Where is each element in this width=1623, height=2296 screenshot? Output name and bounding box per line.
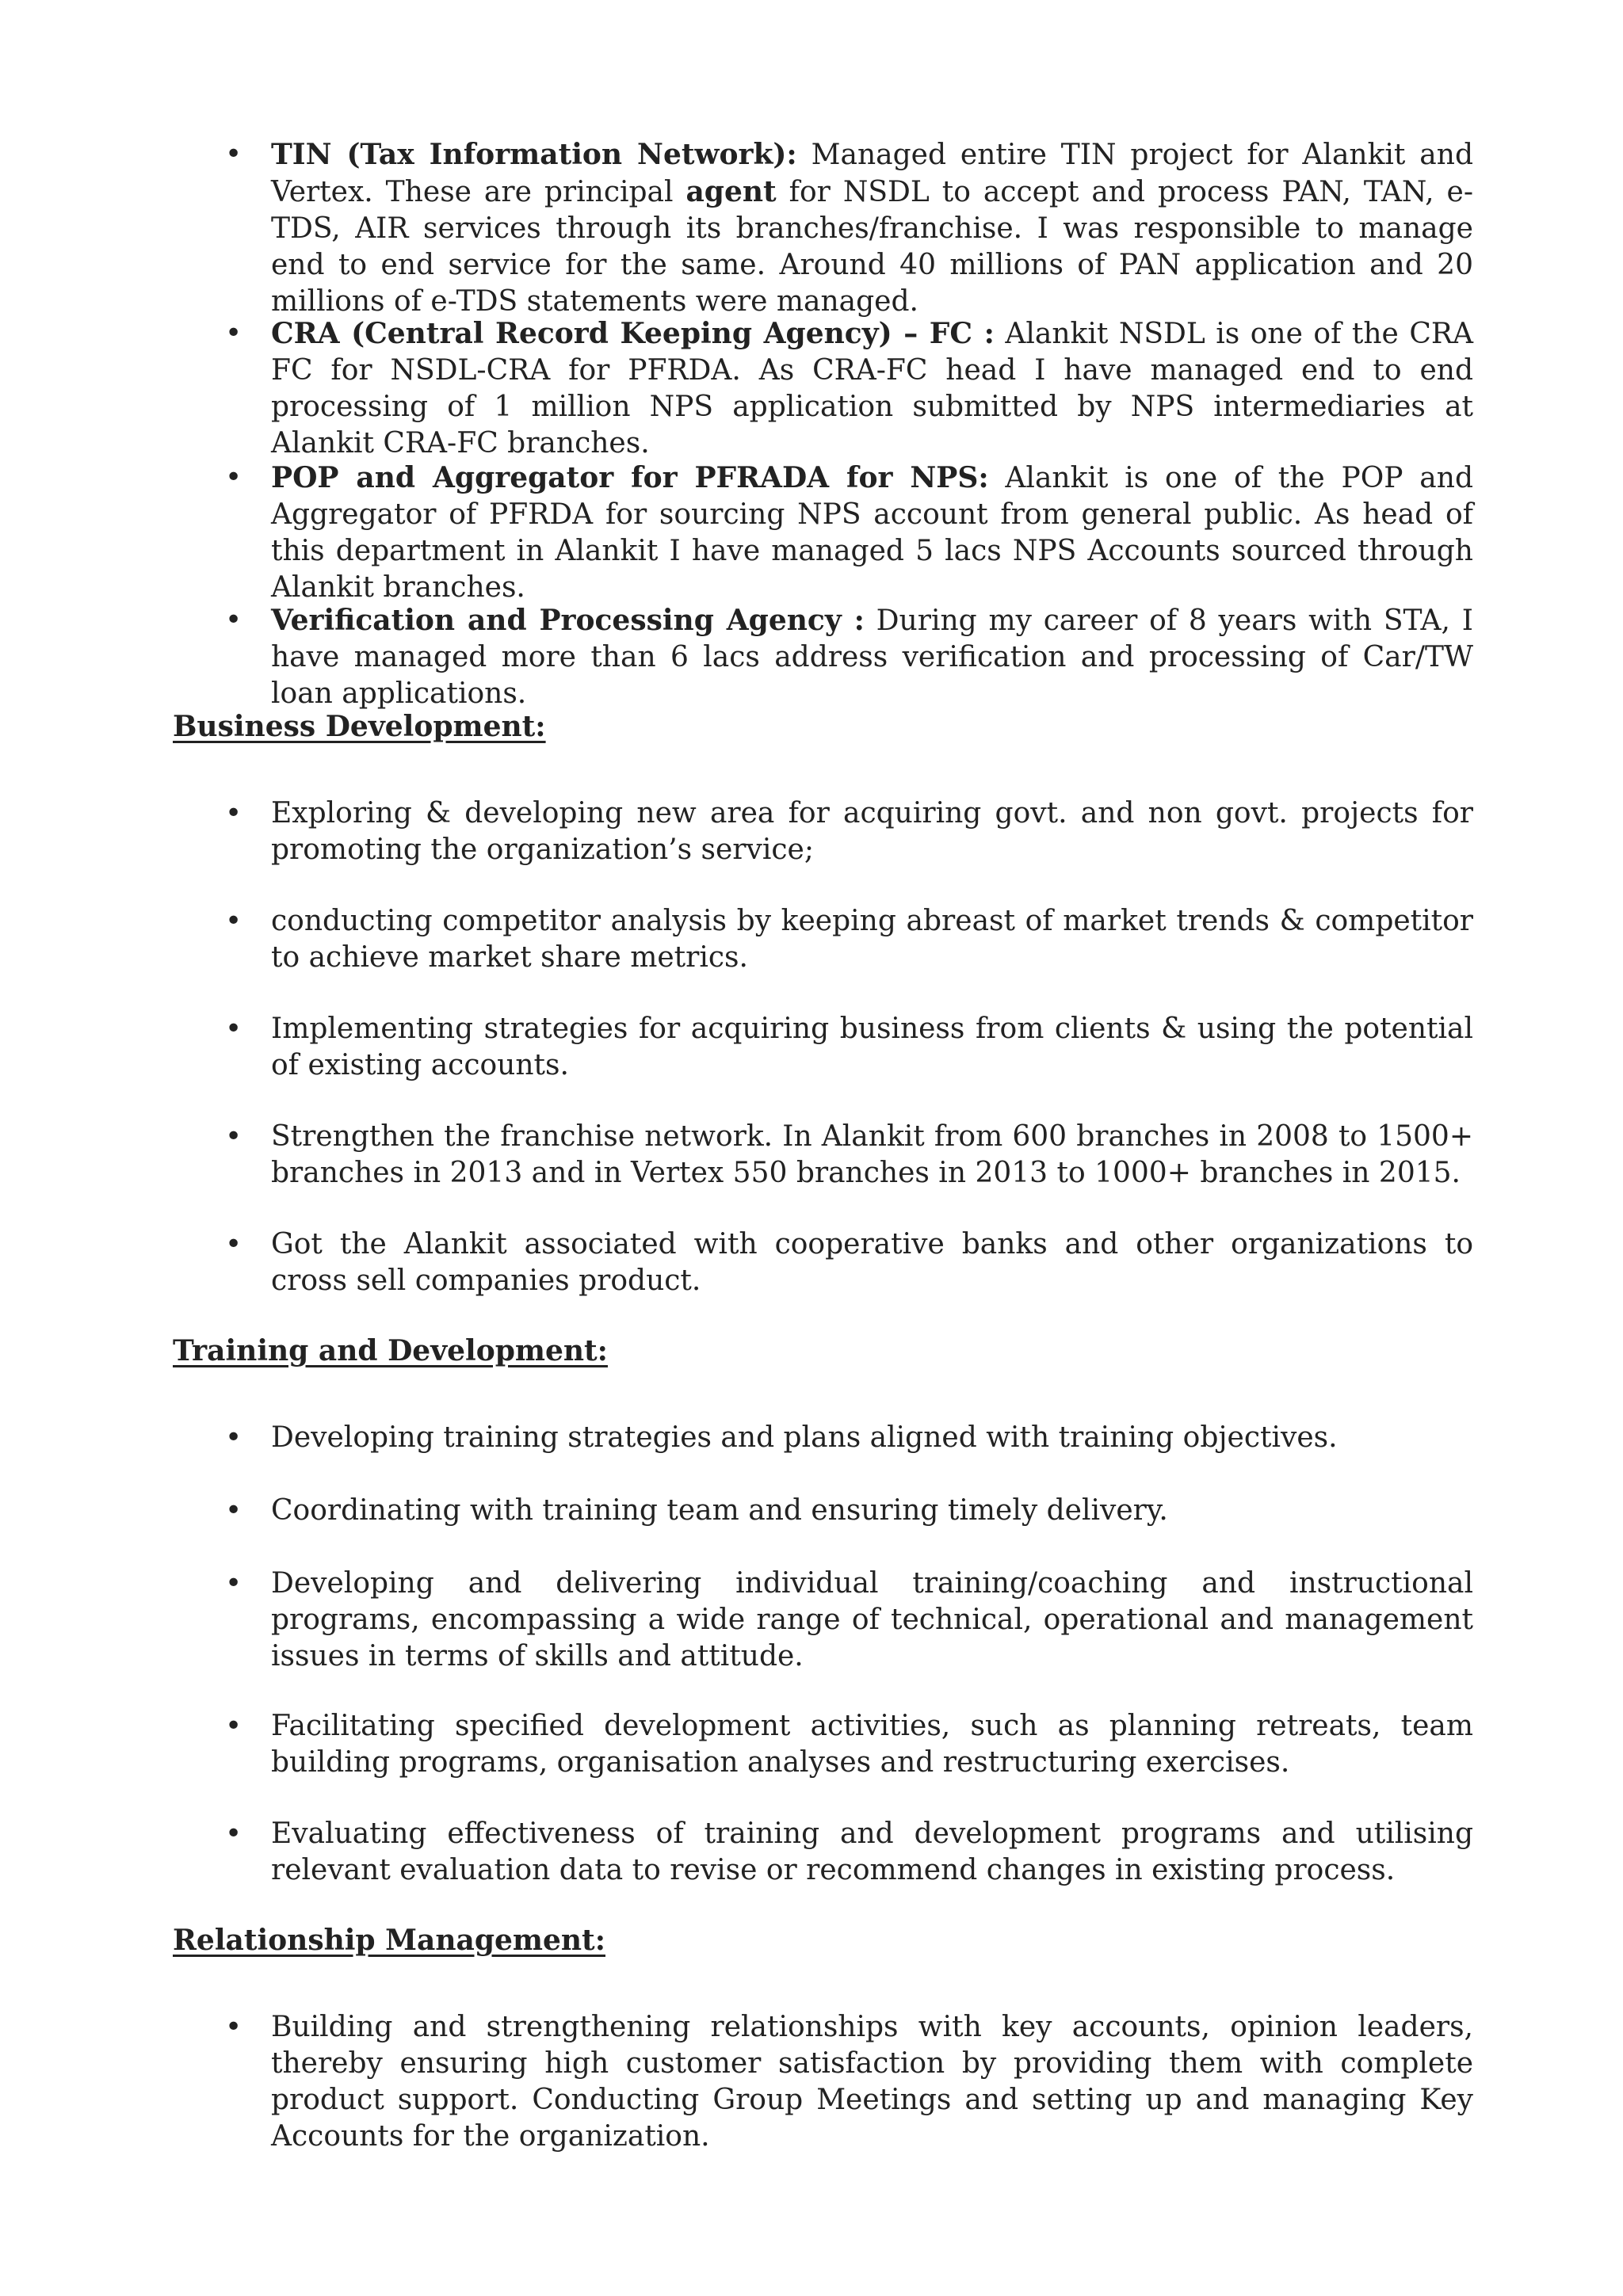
- bd-item: [0, 1011, 1623, 1084]
- bd-item: [0, 903, 1623, 976]
- heading-relationship-management: Relationship Management:: [173, 1924, 605, 1957]
- td-item: [0, 1420, 1623, 1456]
- bd-item: [0, 1119, 1623, 1192]
- bullet-text: Developing and delivering individual training/coaching and instructional programs, encompassing a wide range of technical, operational and management issues in terms of skills and attitude.: [271, 1567, 1473, 1672]
- td-item: [0, 1816, 1623, 1889]
- bullet-icon: •: [225, 461, 242, 494]
- bullet-text: Implementing strategies for acquiring business from clients & using the potential of existing accounts.: [271, 1013, 1473, 1081]
- bullet-text: conducting competitor analysis by keeping abreast of market trends & competitor to achieve market share metrics.: [271, 905, 1473, 974]
- heading-business-development: Business Development:: [173, 710, 546, 743]
- bullet-text: Got the Alankit associated with cooperative banks and other organizations to cross sell companies product.: [271, 1228, 1473, 1297]
- td-item: [0, 1493, 1623, 1529]
- bullet-icon: •: [225, 1421, 242, 1454]
- bullet-icon: •: [225, 2011, 242, 2043]
- bullet-text: Strengthen the franchise network. In Alankit from 600 branches in 2008 to 1500+ branches in 2013 and in Vertex 550 branches in 2013 to 1000+ branches in 2015.: [271, 1120, 1473, 1189]
- bullet-title: POP and Aggregator for PFRADA for NPS:: [271, 461, 989, 494]
- bullet-title: CRA (Central Record Keeping Agency) – FC :: [271, 317, 995, 350]
- bullet-text: Evaluating effectiveness of training and development programs and utilising relevant evaluation data to revise or recommend changes in existing process.: [271, 1817, 1473, 1886]
- bullet-text: for NSDL to accept and process PAN, TAN, e-TDS, AIR services through its branches/franchise. I was responsible to manage end to end service for the same. Around 40 millions of PAN application and 20 millions of e-TDS statements were managed.: [271, 176, 1473, 318]
- bullet-icon: •: [225, 604, 242, 636]
- project-bullet-pop: [0, 460, 1623, 606]
- bullet-text: Facilitating specified development activities, such as planning retreats, team building programs, organisation analyses and restructuring exercises.: [271, 1710, 1473, 1779]
- bullet-icon: •: [225, 1567, 242, 1600]
- bullet-icon: •: [225, 1120, 242, 1153]
- bullet-text: Alankit is one of the POP and Aggregator of PFRDA for sourcing NPS account from general public. As head of this department in Alankit I have managed 5 lacs NPS Accounts sourced through Alankit branches.: [271, 462, 1473, 604]
- bullet-icon: •: [225, 1013, 242, 1045]
- bullet-text: Coordinating with training team and ensuring timely delivery.: [271, 1494, 1168, 1527]
- bullet-icon: •: [225, 905, 242, 937]
- bullet-text: Building and strengthening relationships with key accounts, opinion leaders, thereby ensuring high customer satisfaction by providing them with complete product support. Conducting Group Meetings and setting up and managing Key Accounts for the organization.: [271, 2011, 1473, 2153]
- bullet-text: Developing training strategies and plans aligned with training objectives.: [271, 1421, 1338, 1454]
- rm-item: [0, 2009, 1623, 2155]
- bullet-icon: •: [225, 138, 242, 170]
- bullet-text: Alankit NSDL is one of the CRA FC for NSDL-CRA for PFRDA. As CRA-FC head I have managed end to end processing of 1 million NPS application submitted by NPS intermediaries at Alankit CRA-FC branches.: [271, 318, 1474, 460]
- project-bullet-cra: [0, 315, 1623, 462]
- bullet-icon: •: [225, 1817, 242, 1850]
- bd-item: [0, 1226, 1623, 1299]
- bullet-icon: •: [225, 1228, 242, 1261]
- bullet-icon: •: [225, 1494, 242, 1527]
- bullet-text: Exploring & developing new area for acquiring govt. and non govt. projects for promoting the organization’s service;: [271, 797, 1473, 866]
- heading-training-development: Training and Development:: [173, 1334, 608, 1367]
- td-item: [0, 1708, 1623, 1781]
- bullet-icon: •: [225, 317, 242, 349]
- td-item: [0, 1566, 1623, 1675]
- bullet-title: Verification and Processing Agency :: [271, 604, 865, 637]
- bullet-text: During my career of 8 years with STA, I have managed more than 6 lacs address verification and processing of Car/TW loan applications.: [271, 605, 1473, 710]
- bullet-icon: •: [225, 797, 242, 830]
- bullet-title: TIN (Tax Information Network):: [271, 138, 797, 171]
- bullet-bold-word: agent: [685, 175, 777, 208]
- project-bullet-verification: [0, 602, 1623, 712]
- bullet-text: Managed entire TIN project for Alankit and Vertex. These are principal: [271, 139, 1473, 208]
- project-bullet-tin: [0, 136, 1623, 320]
- bd-item: [0, 795, 1623, 868]
- bullet-icon: •: [225, 1710, 242, 1742]
